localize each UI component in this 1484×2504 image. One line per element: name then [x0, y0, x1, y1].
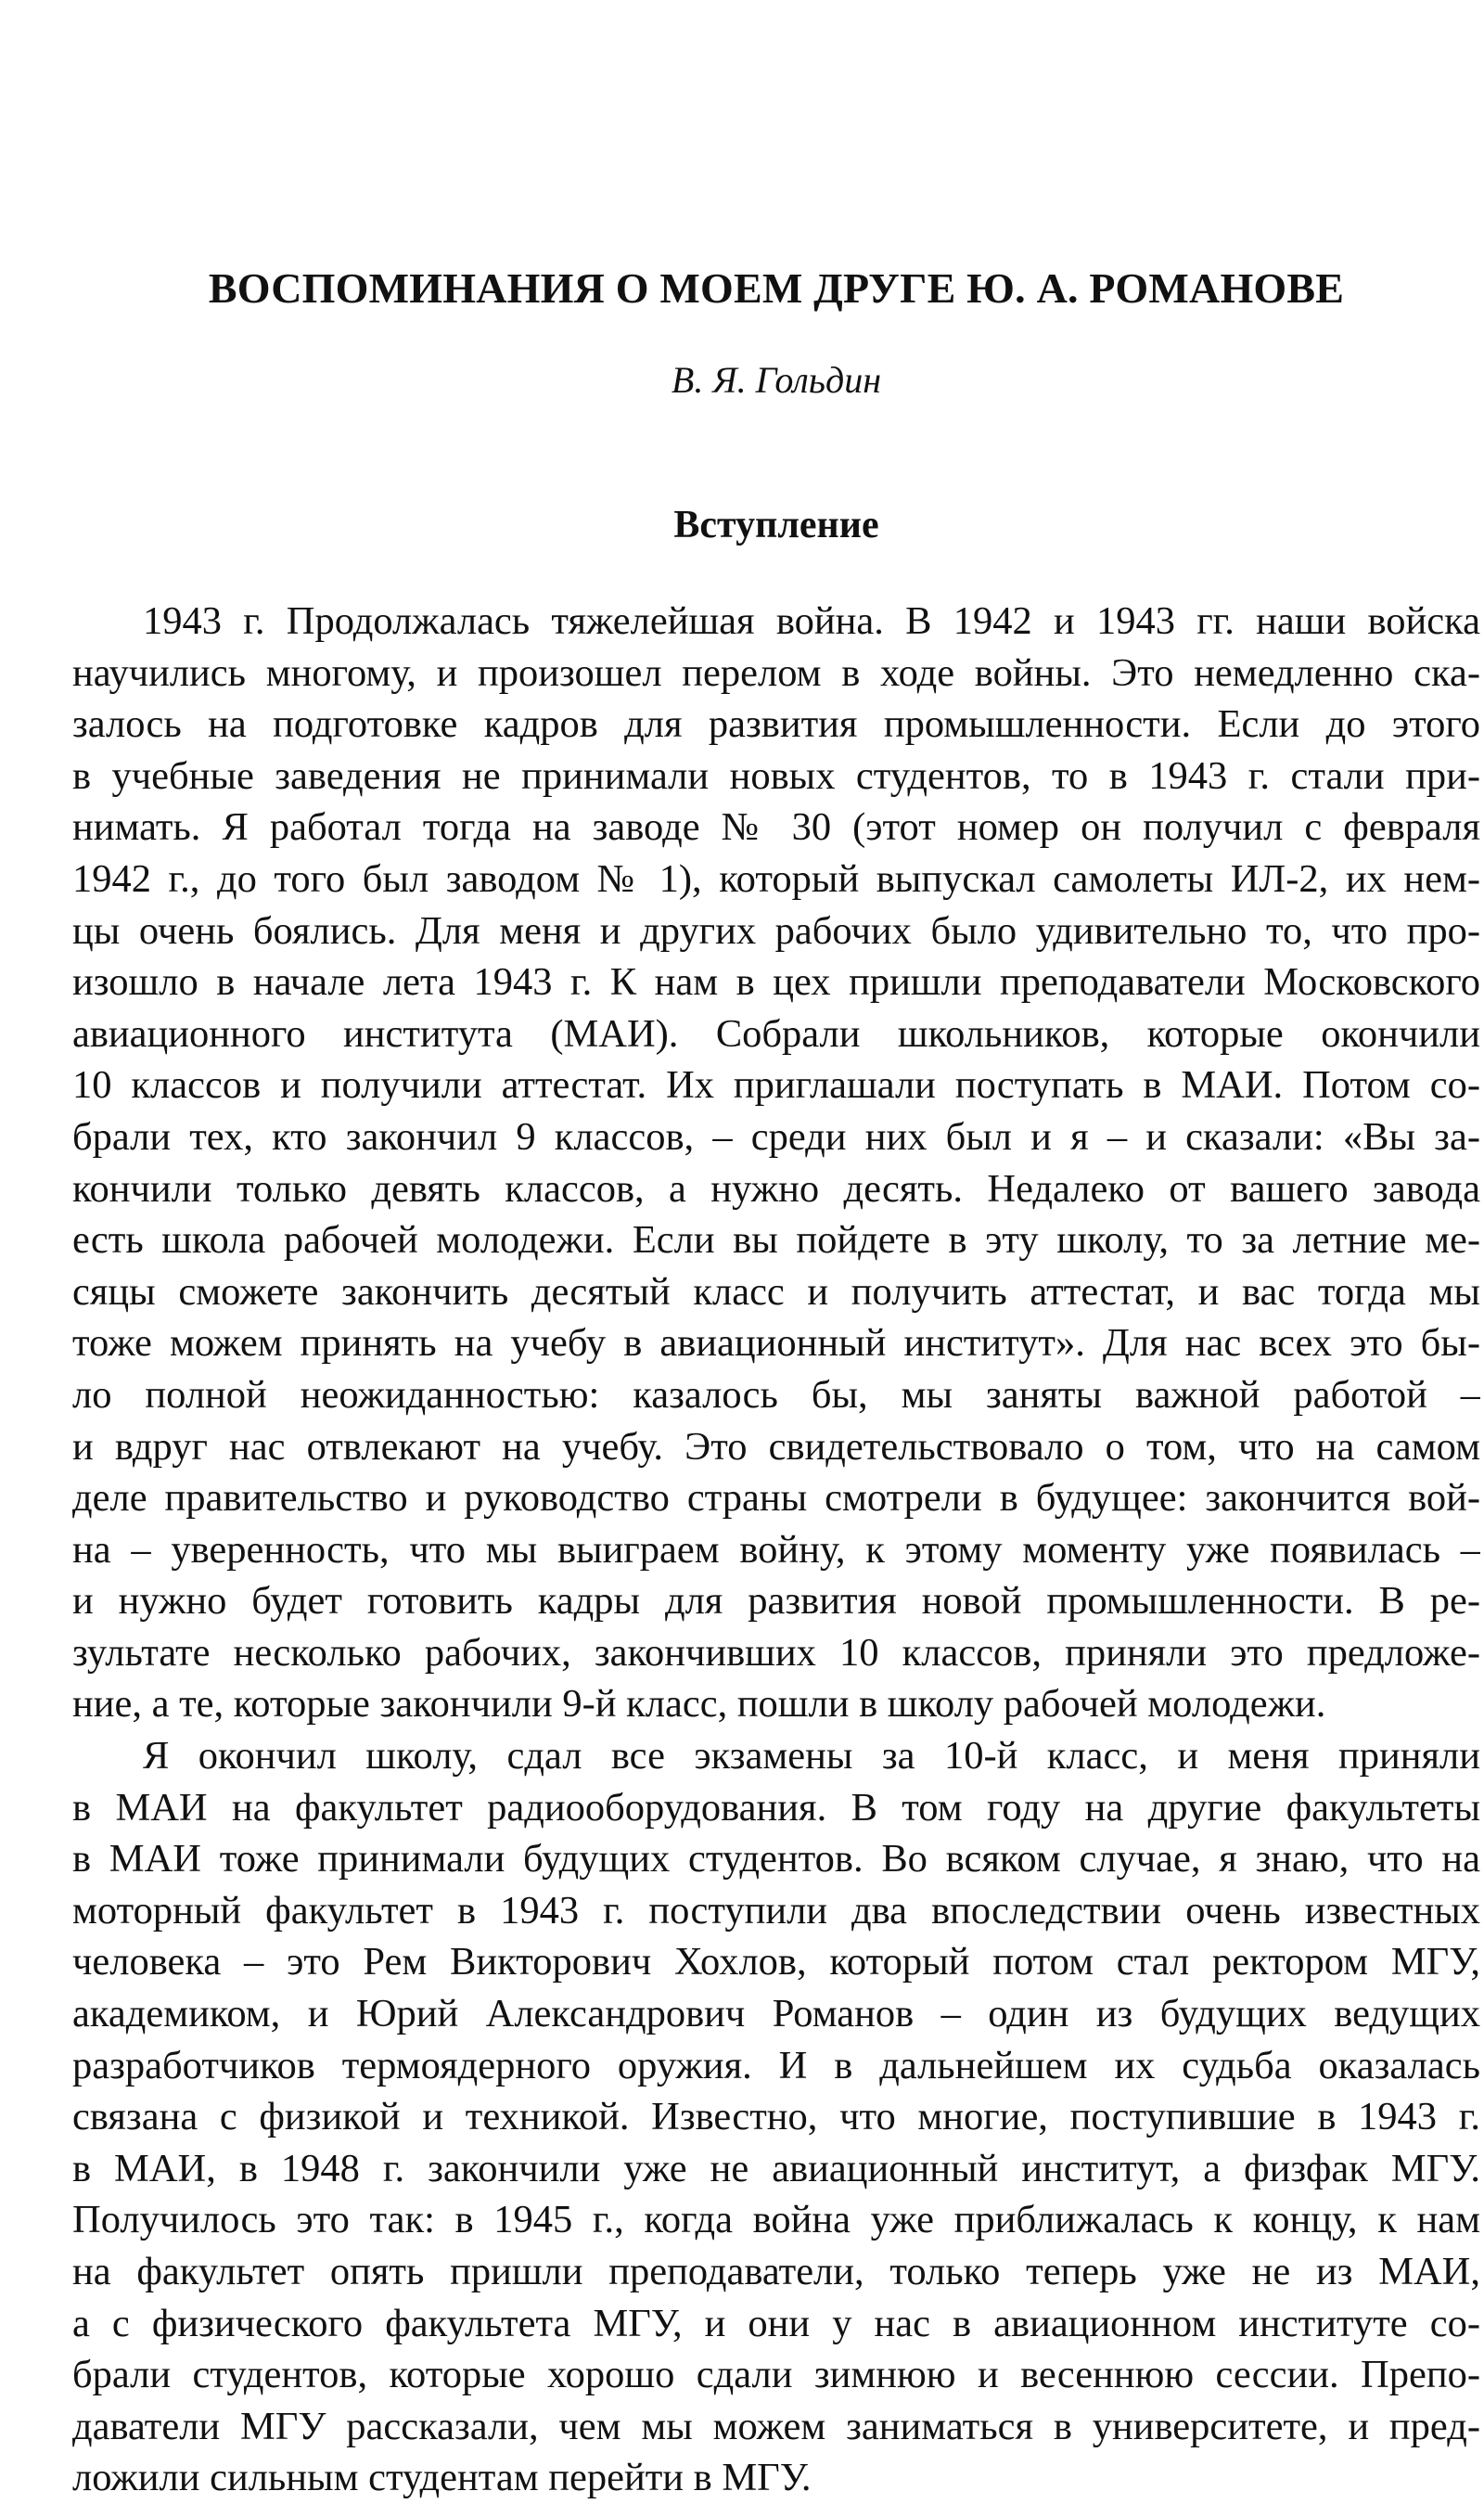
text-line: моторный факультет в 1943 г. поступили два впоследствии очень известных	[72, 1888, 1480, 1933]
article-body	[72, 596, 1480, 2504]
section-heading: Вступление	[673, 504, 879, 546]
text-line: человека – это Рем Викторович Хохлов, который потом стал ректором МГУ,	[72, 1940, 1480, 1984]
text-line: Получилось это так: в 1945 г., когда война уже приближалась к концу, к нам	[72, 2198, 1480, 2242]
text-line: разработчиков термоядерного оружия. И в дальнейшем их судьба оказалась	[72, 2043, 1480, 2087]
text-line: ложили сильным студентам перейти в МГУ.	[72, 2456, 812, 2500]
text-line: в учебные заведения не принимали новых студентов, то в 1943 г. стали при-	[72, 753, 1480, 798]
text-line: 10 классов и получили аттестат. Их приглашали поступать в МАИ. Потом со-	[72, 1063, 1480, 1108]
text-line: Я окончил школу, сдал все экзамены за 10-й класс, и меня приняли	[143, 1734, 1480, 1778]
text-line: на – уверенность, что мы выиграем войну, к этому моменту уже появилась –	[72, 1527, 1480, 1572]
text-line: кончили только девять классов, а нужно десять. Недалеко от вашего завода	[72, 1166, 1480, 1211]
text-line: и вдруг нас отвлекают на учебу. Это свидетельствовало о том, что на самом	[72, 1424, 1480, 1469]
text-line: и нужно будет готовить кадры для развития новой промышленности. В ре-	[72, 1579, 1480, 1624]
text-line: брали тех, кто закончил 9 классов, – среди них был и я – и сказали: «Вы за-	[72, 1114, 1480, 1159]
text-line: авиационного института (МАИ). Собрали школьников, которые окончили	[72, 1011, 1480, 1056]
text-line: зультате несколько рабочих, закончивших 10 классов, приняли это предложе-	[72, 1630, 1480, 1675]
text-line: ло полной неожиданностью: казалось бы, мы заняты важной работой –	[72, 1372, 1480, 1417]
text-line: брали студентов, которые хорошо сдали зимнюю и весеннюю сессии. Препо-	[72, 2353, 1480, 2397]
text-line: залось на подготовке кадров для развития промышленности. Если до этого	[72, 702, 1480, 747]
text-line: 1943 г. Продолжалась тяжелейшая война. В 1942 и 1943 гг. наши войска	[143, 599, 1480, 643]
text-line: научились многому, и произошел перелом в ходе войны. Это немедленно ска-	[72, 650, 1480, 695]
text-line: связана с физикой и техникой. Известно, что многие, поступившие в 1943 г.	[72, 2095, 1480, 2139]
text-line: цы очень боялись. Для меня и других рабочих было удивительно то, что про-	[72, 908, 1480, 953]
document-page	[72, 0, 1480, 2500]
paragraph-1	[72, 596, 1480, 1730]
text-line: сяцы сможете закончить десятый класс и получить аттестат, и вас тогда мы	[72, 1269, 1480, 1314]
paragraph-2	[72, 1730, 1480, 2504]
text-line: даватели МГУ рассказали, чем мы можем заниматься в университете, и пред-	[72, 2404, 1480, 2448]
article-title: ВОСПОМИНАНИЯ О МОЕМ ДРУГЕ Ю. А. РОМАНОВЕ	[208, 264, 1345, 312]
text-line: академиком, и Юрий Александрович Романов – один из будущих ведущих	[72, 1992, 1480, 2036]
text-line: ние, а те, которые закончили 9-й класс, пошли в школу рабочей молодежи.	[72, 1682, 1326, 1727]
text-line: тоже можем принять на учебу в авиационный институт». Для нас всех это бы-	[72, 1321, 1480, 1366]
text-line: на факультет опять пришли преподаватели, только теперь уже не из МАИ,	[72, 2250, 1480, 2293]
text-line: в МАИ, в 1948 г. закончили уже не авиационный институт, а физфак МГУ.	[72, 2146, 1480, 2190]
text-line: изошло в начале лета 1943 г. К нам в цех пришли преподаватели Московского	[72, 960, 1480, 1005]
text-line: в МАИ на факультет радиооборудования. В том году на другие факультеты	[72, 1785, 1480, 1830]
text-line: 1942 г., до того был заводом № 1), который выпускал самолеты ИЛ-2, их нем-	[72, 856, 1480, 901]
text-line: деле правительство и руководство страны смотрели в будущее: закончится вой-	[72, 1476, 1480, 1521]
article-author: В. Я. Гольдин	[671, 359, 882, 401]
text-line: нимать. Я работал тогда на заводе № 30 (этот номер он получил с февраля	[72, 805, 1480, 850]
text-line: есть школа рабочей молодежи. Если вы пойдете в эту школу, то за летние ме-	[72, 1218, 1480, 1263]
text-line: а с физического факультета МГУ, и они у нас в авиационном институте со-	[72, 2301, 1480, 2345]
text-line: в МАИ тоже принимали будущих студентов. Во всяком случае, я знаю, что на	[72, 1837, 1480, 1881]
